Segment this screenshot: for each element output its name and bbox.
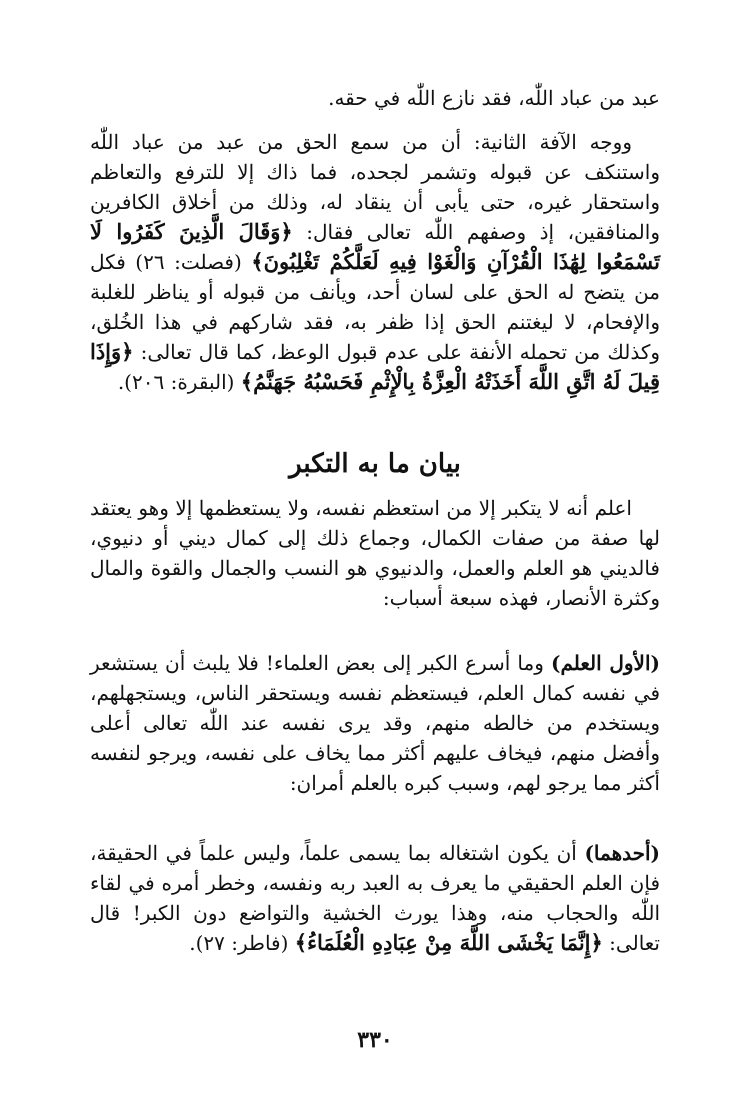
text-run: (فاطر: ٢٧).	[189, 931, 295, 955]
bold-label: (أحدهما)	[584, 841, 660, 865]
text-run: وما أسرع الكبر إلى بعض العلماء! فلا يلبث أن يستشعر في نفسه كمال العلم، فيستعظم نفسه ويستحقر الناس، ويستجهلهم، ويستخدم من خالطه منهم، وقد يرى نفسه عند اللّٰه تعالى أعلى وأفضل منهم، فيخاف عليهم أكثر مما يخاف على نفسه، ويرجو لنفسه أكثر مما يرجو لهم، وسبب كبره بالعلم أمران:	[90, 651, 660, 795]
text-run: ووجه الآفة الثانية: أن من سمع الحق من عبد من عباد اللّٰه واستنكف عن قبوله وتشمر لجحده، فما ذاك إلا للترفع والتعاظم واستحقار غيره، حتى يأبى أن ينقاد له، وذلك من أخلاق الكافرين والمنافقين، إذ وصفهم اللّٰه تعالى فقال:	[90, 130, 660, 244]
text-run: أن يكون اشتغاله بما يسمى علماً، وليس علماً في الحقيقة، فإن العلم الحقيقي ما يعرف به العبد ربه ونفسه، وخطر أمره في لقاء اللّٰه والحجاب منه، وهذا يورث الخشية والتواضع دون الكبر! قال تعالى:	[90, 841, 660, 955]
quran-verse-fussilat: ﴿وَقَالَ الَّذِينَ كَفَرُوا لَا تَسْمَعُوا لِهَٰذَا الْقُرْآنِ وَالْغَوْا فِيهِ لَعَلَّكُمْ تَغْلِبُونَ﴾	[90, 219, 660, 274]
paragraph-causes-intro	[90, 493, 660, 613]
text-run: (البقرة: ٢٠٦).	[117, 370, 241, 394]
paragraph-first-reason	[90, 838, 660, 958]
quran-verse-fatir: ﴿إِنَّمَا يَخْشَى اللَّهَ مِنْ عِبَادِهِ الْعُلَمَاءُ﴾	[294, 930, 603, 955]
paragraph-text: اعلم أنه لا يتكبر إلا من استعظم نفسه، ولا يستعظمها إلا وهو يعتقد لها صفة من صفات الكمال، وجماع ذلك إلى كمال ديني أو دنيوي، فالديني هو العلم والعمل، والدنيوي هو النسب والجمال والقوة والمال وكثرة الأنصار، فهذه سبعة أسباب:	[90, 496, 660, 610]
paragraph-first-cause	[90, 648, 660, 798]
paragraph-text	[90, 838, 660, 958]
text-run: (فصلت: ٢٦) فكل من يتضح له الحق على لسان أحد، ويأنف من قبوله أو يناظر للغلبة والإفحام، لا ليغتنم الحق إذا ظفر به، فقد شاركهم في هذا الخُلق، وكذلك من تحمله الأنفة على عدم قبول الوعظ، كما قال تعالى:	[90, 250, 660, 364]
paragraph-second-vice	[90, 127, 660, 397]
paragraph-text	[90, 648, 660, 798]
page-number: ٣٣٠	[357, 1027, 393, 1053]
paragraph-continuation	[90, 83, 660, 113]
paragraph-text: عبد من عباد اللّٰه، فقد نازع اللّٰه في حقه.	[328, 86, 660, 110]
paragraph-text	[90, 127, 660, 397]
quran-verse-baqarah: ﴿وَإِذَا قِيلَ لَهُ اتَّقِ اللَّهَ أَخَذَتْهُ الْعِزَّةُ بِالْإِثْمِ فَحَسْبُهُ جَهَنَّمُ﴾	[90, 339, 660, 394]
section-heading: بيان ما به التكبر	[289, 449, 461, 479]
bold-label: (الأول العلم)	[550, 651, 660, 675]
